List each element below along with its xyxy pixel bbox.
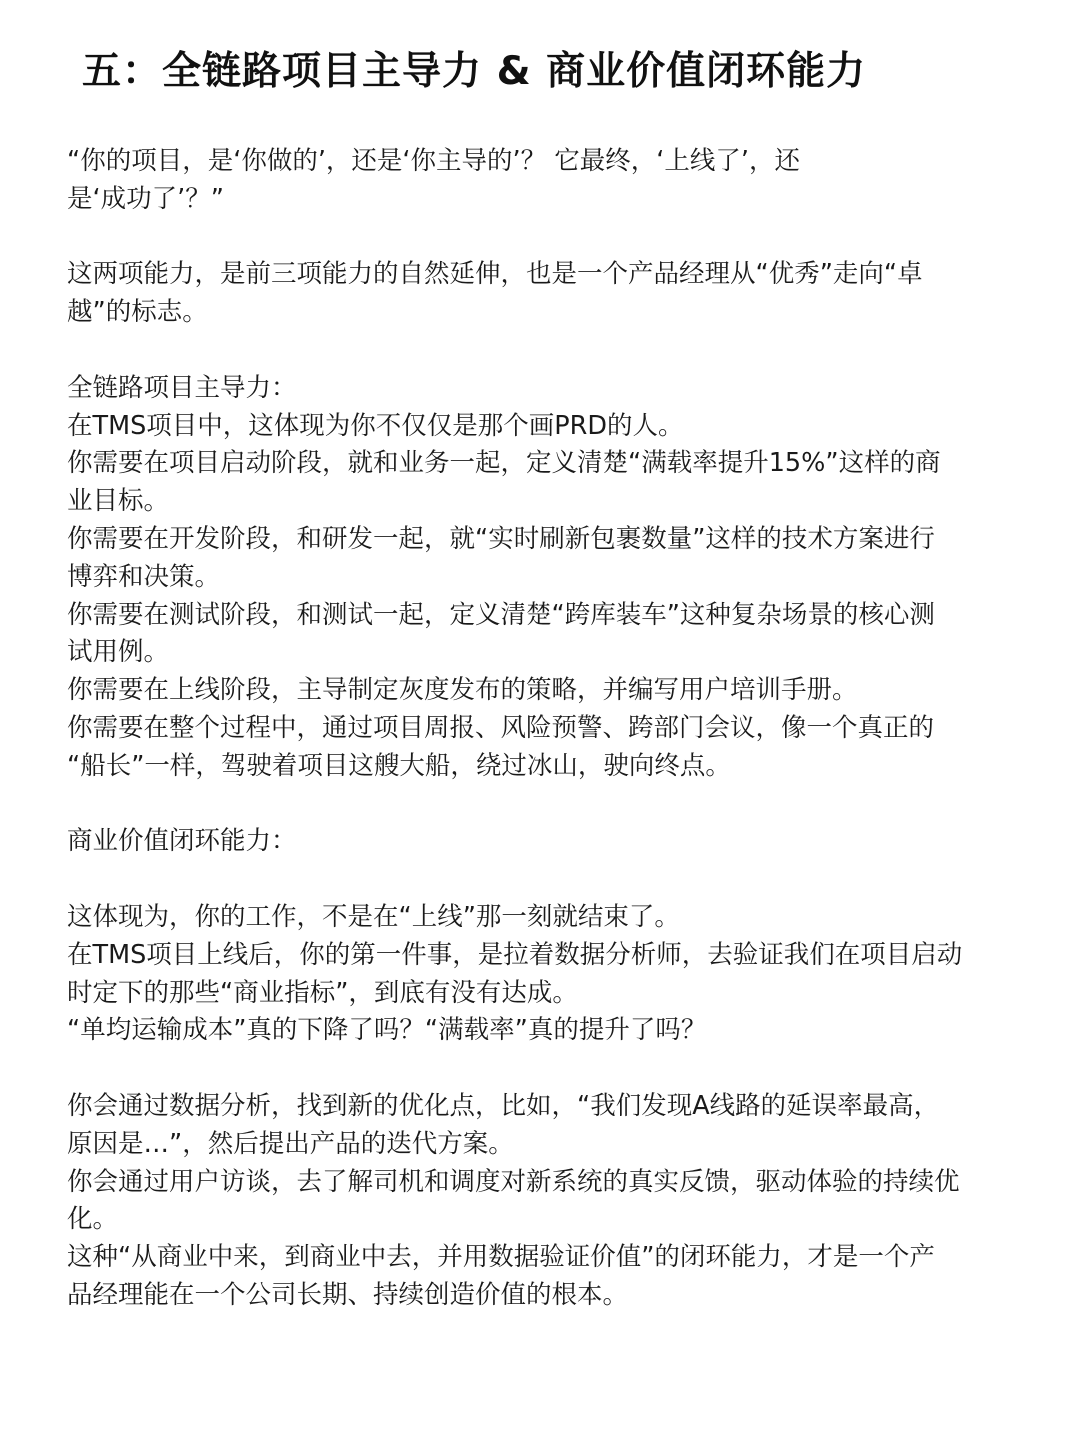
paragraph-line: 这两项能力，是前三项能力的自然延伸，也是一个产品经理从“优秀”走向“卓 [67, 259, 923, 290]
page-title: 五：全链路项目主导力 & 商业价值闭环能力 [82, 49, 867, 94]
paragraph-line: 越”的标志。 [67, 297, 208, 328]
quote-line: “你的项目，是‘你做的’，还是‘你主导的’？ 它最终，‘上线了’，还 [67, 146, 800, 176]
paragraph-line: 你会通过用户访谈，去了解司机和调度对新系统的真实反馈，驱动体验的持续优 [67, 1166, 960, 1197]
paragraph-line: 原因是…”，然后提出产品的迭代方案。 [67, 1128, 514, 1159]
article-body [67, 143, 1027, 1315]
section-heading: 全链路项目主导力： [67, 372, 297, 403]
paragraph-line: 你需要在开发阶段，和研发一起，就“实时刷新包裹数量”这样的技术方案进行 [67, 523, 935, 554]
paragraph-line: 博弈和决策。 [67, 561, 221, 592]
paragraph-line: 时定下的那些“商业指标”，到底有没有达成。 [67, 977, 578, 1008]
paragraph-line: 这种“从商业中来，到商业中去，并用数据验证价值”的闭环能力，才是一个产 [67, 1242, 935, 1273]
paragraph-gap [67, 861, 1027, 899]
quote-line: 是‘成功了’？” [67, 183, 224, 214]
paragraph-line: 在TMS项目中，这体现为你不仅仅是那个画PRD的人。 [67, 410, 684, 441]
paragraph-line: 化。 [67, 1204, 119, 1235]
paragraph-gap [67, 219, 1027, 257]
paragraph-line: 这体现为，你的工作，不是在“上线”那一刻就结束了。 [67, 901, 680, 932]
paragraph-gap [67, 1050, 1027, 1088]
paragraph-line: 业目标。 [67, 486, 170, 517]
paragraph-line: 试用例。 [67, 637, 170, 668]
paragraph-line: “单均运输成本”真的下降了吗？“满载率”真的提升了吗？ [67, 1015, 707, 1046]
paragraph-line: 品经理能在一个公司长期、持续创造价值的根本。 [67, 1279, 629, 1310]
paragraph-line: 你需要在上线阶段，主导制定灰度发布的策略，并编写用户培训手册。 [67, 675, 858, 706]
paragraph-line: 你会通过数据分析，找到新的优化点，比如，“我们发现A线路的延误率最高， [67, 1090, 940, 1121]
paragraph-line: 在TMS项目上线后，你的第一件事，是拉着数据分析师，去验证我们在项目启动 [67, 939, 963, 970]
paragraph-gap [67, 786, 1027, 824]
section-heading: 商业价值闭环能力： [67, 826, 297, 857]
paragraph-line: 你需要在测试阶段，和测试一起，定义清楚“跨库装车”这种复杂场景的核心测 [67, 599, 935, 630]
paragraph-gap [67, 332, 1027, 370]
paragraph-line: 你需要在项目启动阶段，就和业务一起，定义清楚“满载率提升15%”这样的商 [67, 448, 941, 479]
paragraph-line: 你需要在整个过程中，通过项目周报、风险预警、跨部门会议，像一个真正的 [67, 712, 935, 743]
paragraph-line: “船长”一样，驾驶着项目这艘大船，绕过冰山，驶向终点。 [67, 750, 731, 781]
